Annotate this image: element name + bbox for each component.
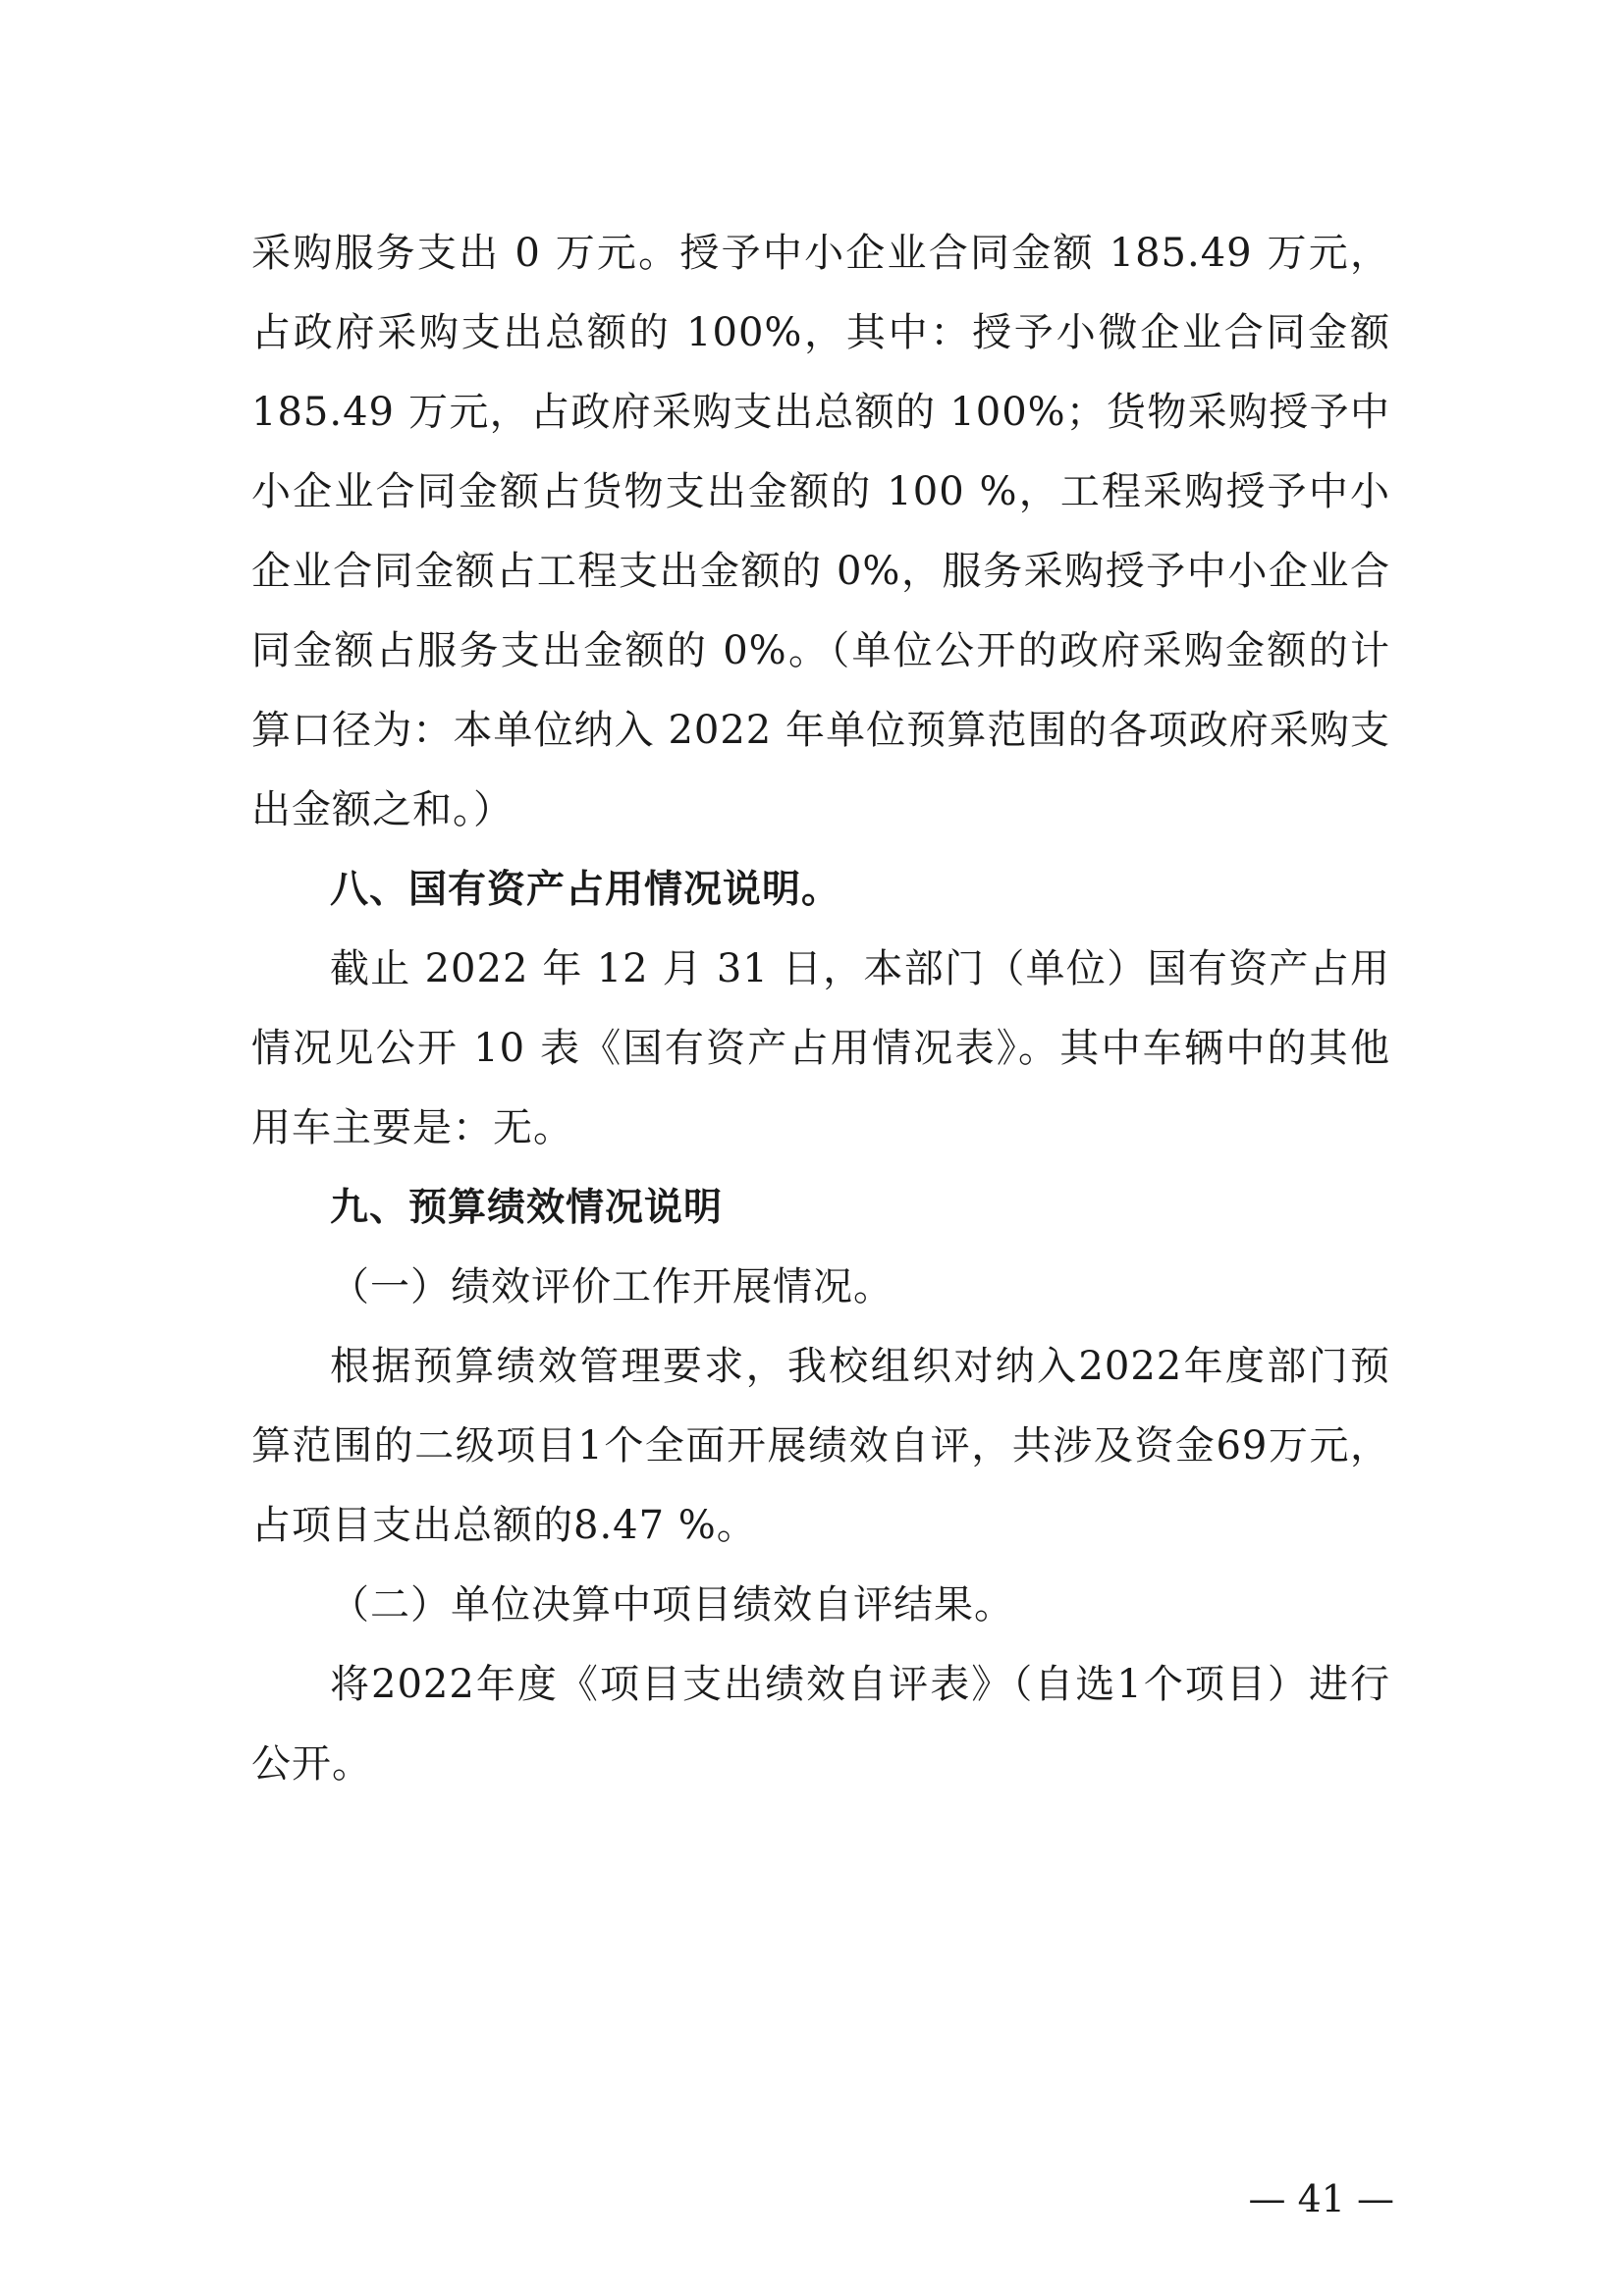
section-heading-performance: 九、预算绩效情况说明 [330,1186,724,1230]
section-heading-state-assets: 八、国有资产占用情况说明。 [330,868,841,912]
paragraph-self-evaluation: 将2022年度《项目支出绩效自评表》（自选1个项目）进行公开。 [251,1662,1390,1787]
paragraph-procurement: 采购服务支出 0 万元。授予中小企业合同金额 185.49 万元，占政府采购支出总额的 100%，其中：授予小微企业合同金额 185.49 万元，占政府采购支出总额的 100%；货物采购授予中小企业合同金额占货物支出金额的 100 %，工程采购授予中小企业合同金额占工程支出金额的 0%，服务采购授予中小企业合同金额占服务支出金额的 0%。（单位公开的政府采购金额的计算口径为：本单位纳入 2022 年单位预算范围的各项政府采购支出金额之和。） [251,231,1390,832]
document-body [251,214,1390,1804]
page-number: — 41 — [1248,2177,1394,2220]
subheading-self-evaluation: （二）单位决算中项目绩效自评结果。 [330,1582,1014,1628]
paragraph-evaluation-work: 根据预算绩效管理要求，我校组织对纳入2022年度部门预算范围的二级项目1个全面开展绩效自评，共涉及资金69万元，占项目支出总额的8.47 %。 [251,1344,1390,1548]
paragraph-state-assets: 截止 2022 年 12 月 31 日，本部门（单位）国有资产占用情况见公开 10 表《国有资产占用情况表》。其中车辆中的其他用车主要是：无。 [251,946,1390,1150]
subheading-evaluation-work: （一）绩效评价工作开展情况。 [330,1264,893,1309]
